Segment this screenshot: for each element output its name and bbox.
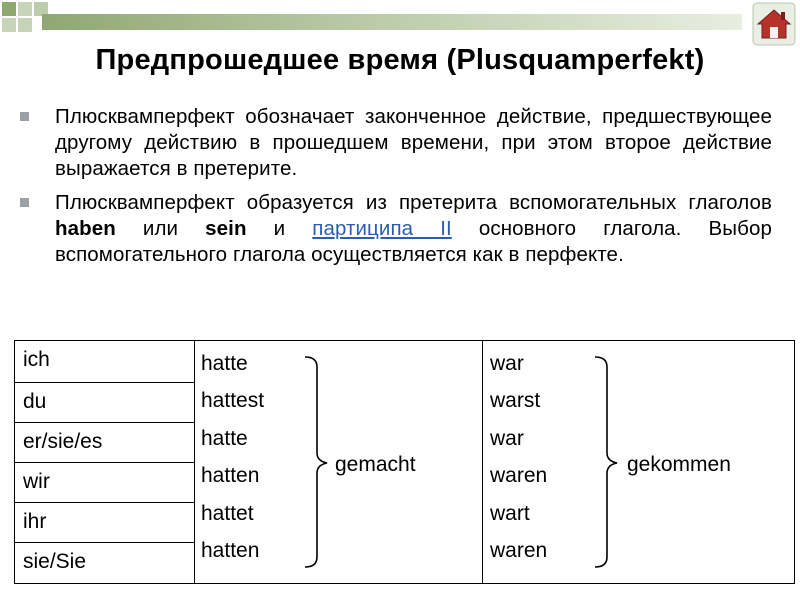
haben-form: hatten (201, 539, 260, 562)
bullet-square-icon (20, 112, 29, 121)
sein-participle: gekommen (627, 453, 731, 476)
sein-form: waren (490, 464, 548, 487)
haben-bracket-icon (303, 355, 329, 569)
home-icon[interactable] (752, 2, 796, 46)
bullet-square-icon (20, 198, 29, 207)
keyword-sein: sein (205, 217, 247, 240)
sein-form: war (490, 352, 524, 375)
sein-form: wart (490, 502, 530, 525)
sein-form: waren (490, 539, 548, 562)
bullet-item (20, 190, 772, 268)
pronoun-cell: ich (15, 341, 195, 383)
pronoun-cell: du (15, 383, 195, 423)
bullet-list (20, 104, 772, 276)
haben-participle: gemacht (335, 453, 416, 476)
sein-form: war (490, 427, 524, 450)
bullet-text: Плюсквамперфект обозначает законченное действие, предшествующее другому действию в прошедшем времени, при этом второе действие выражается в претерите. (55, 105, 772, 180)
pronoun-cell: sie/Sie (23, 550, 87, 573)
bullet-text: Плюсквамперфект образуется из претерита вспомогательных глаголов haben или sein и партиципа II основного глагола. Выбор вспомогательного глагола осуществляется как в перфекте. (55, 191, 772, 266)
column-divider (194, 341, 195, 583)
pronoun-cell: ihr (15, 503, 195, 543)
keyword-haben: haben (55, 217, 116, 240)
participle-link[interactable]: партиципа II (312, 217, 452, 240)
pronoun-cell: wir (15, 463, 195, 503)
slide-title: Предпрошедшее время (Plusquamperfekt) (95, 44, 705, 76)
header-accent-bar (42, 14, 742, 30)
sein-form: warst (490, 389, 541, 412)
pronoun-cell: er/sie/es (15, 423, 195, 463)
haben-form: hattet (201, 502, 254, 525)
haben-form: hatte (201, 352, 248, 375)
sein-bracket-icon (593, 355, 619, 569)
conjugation-table (14, 340, 795, 584)
haben-form: hattest (201, 389, 265, 412)
haben-form: hatte (201, 427, 248, 450)
bullet-item (20, 104, 772, 182)
column-divider (482, 341, 483, 583)
haben-form: hatten (201, 464, 260, 487)
pronoun-column (15, 341, 195, 583)
